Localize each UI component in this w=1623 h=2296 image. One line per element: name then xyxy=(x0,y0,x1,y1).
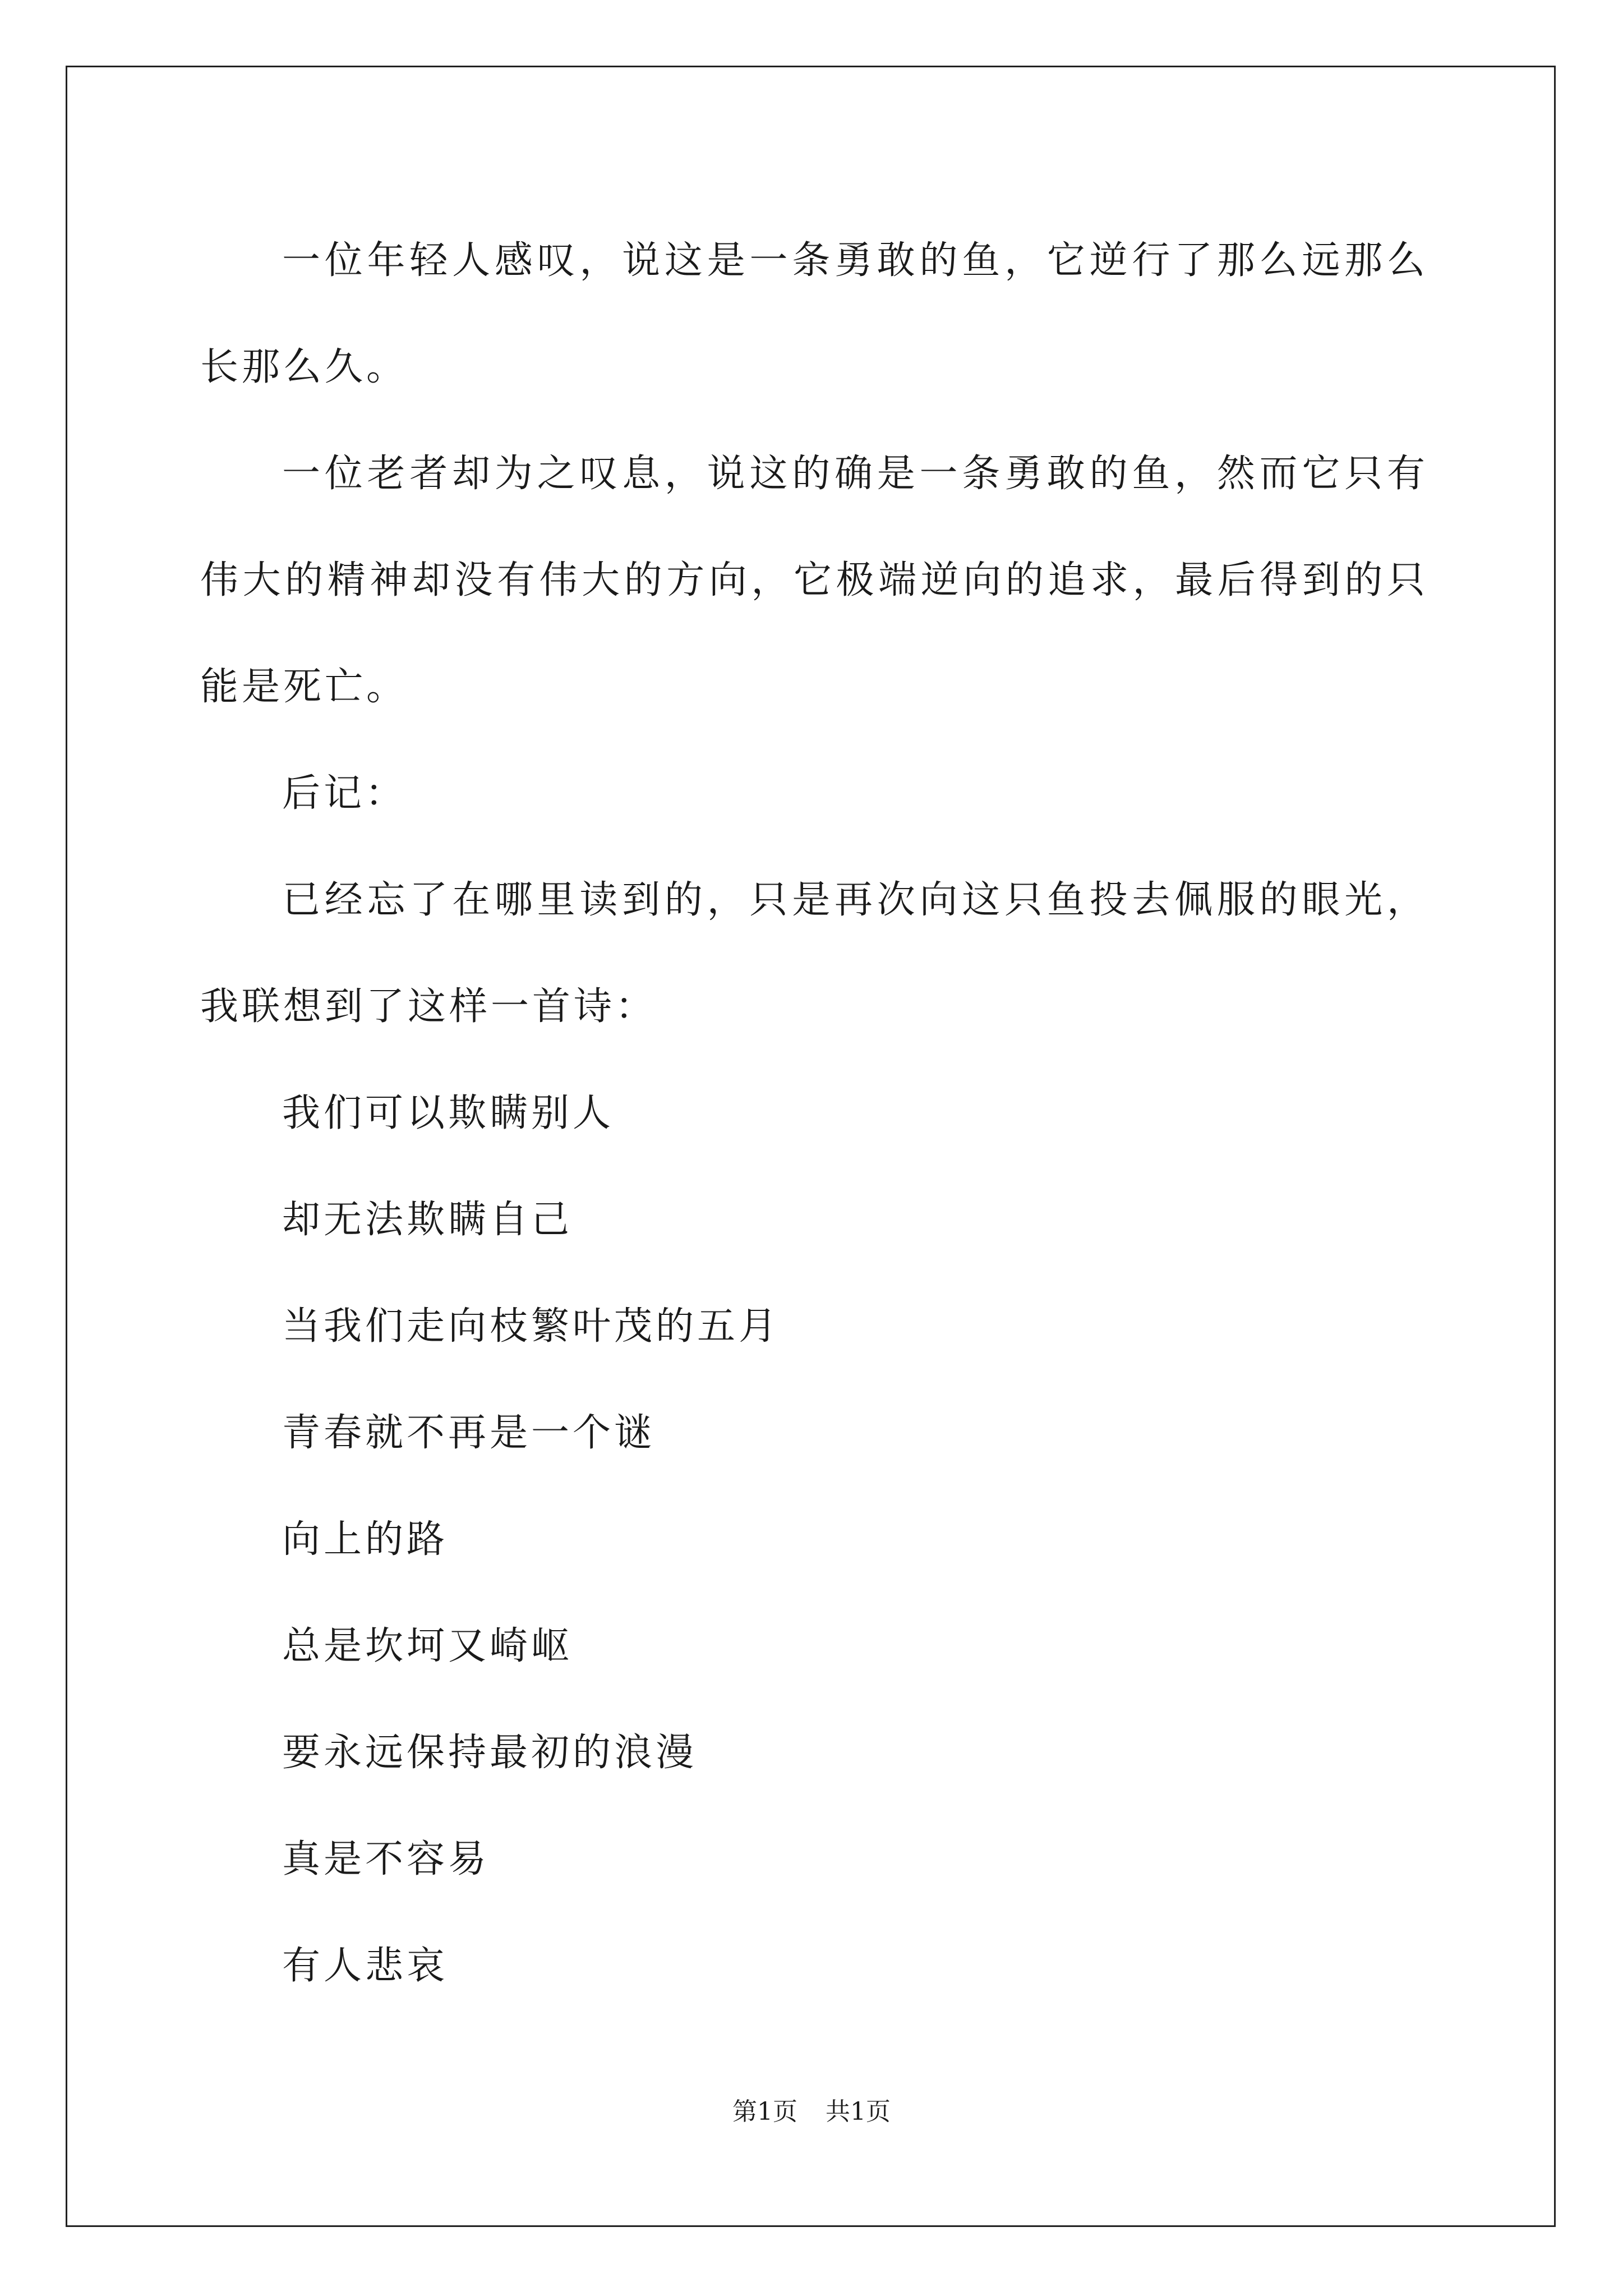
paragraph: 一位年轻人感叹，说这是一条勇敢的鱼，它逆行了那么远那么长那么久。 xyxy=(200,238,1428,389)
document-body xyxy=(200,208,1428,2019)
poem-line: 有人悲哀 xyxy=(282,1944,449,1988)
page-number-total: 共1页 xyxy=(826,2097,891,2126)
paragraph: 已经忘了在哪里读到的，只是再次向这只鱼投去佩服的眼光，我联想到了这样一首诗： xyxy=(200,878,1428,1029)
paragraph-heading-afterword: 后记： xyxy=(282,771,407,816)
paragraph: 一位老者却为之叹息，说这的确是一条勇敢的鱼，然而它只有伟大的精神却没有伟大的方向，它极端逆向的追求，最后得到的只能是死亡。 xyxy=(200,452,1428,709)
poem-line: 总是坎坷又崎岖 xyxy=(282,1624,573,1668)
page-number-current: 第1页 xyxy=(732,2097,797,2126)
poem-line: 却无法欺瞒自己 xyxy=(282,1198,573,1242)
page-footer xyxy=(0,2091,1623,2127)
poem-line: 真是不容易 xyxy=(282,1837,490,1881)
poem-line: 我们可以欺瞒别人 xyxy=(282,1091,615,1135)
poem-line: 青春就不再是一个谜 xyxy=(282,1411,656,1455)
poem-line: 向上的路 xyxy=(282,1517,449,1562)
poem-line: 当我们走向枝繁叶茂的五月 xyxy=(282,1304,781,1349)
poem-line: 要永远保持最初的浪漫 xyxy=(282,1731,698,1775)
